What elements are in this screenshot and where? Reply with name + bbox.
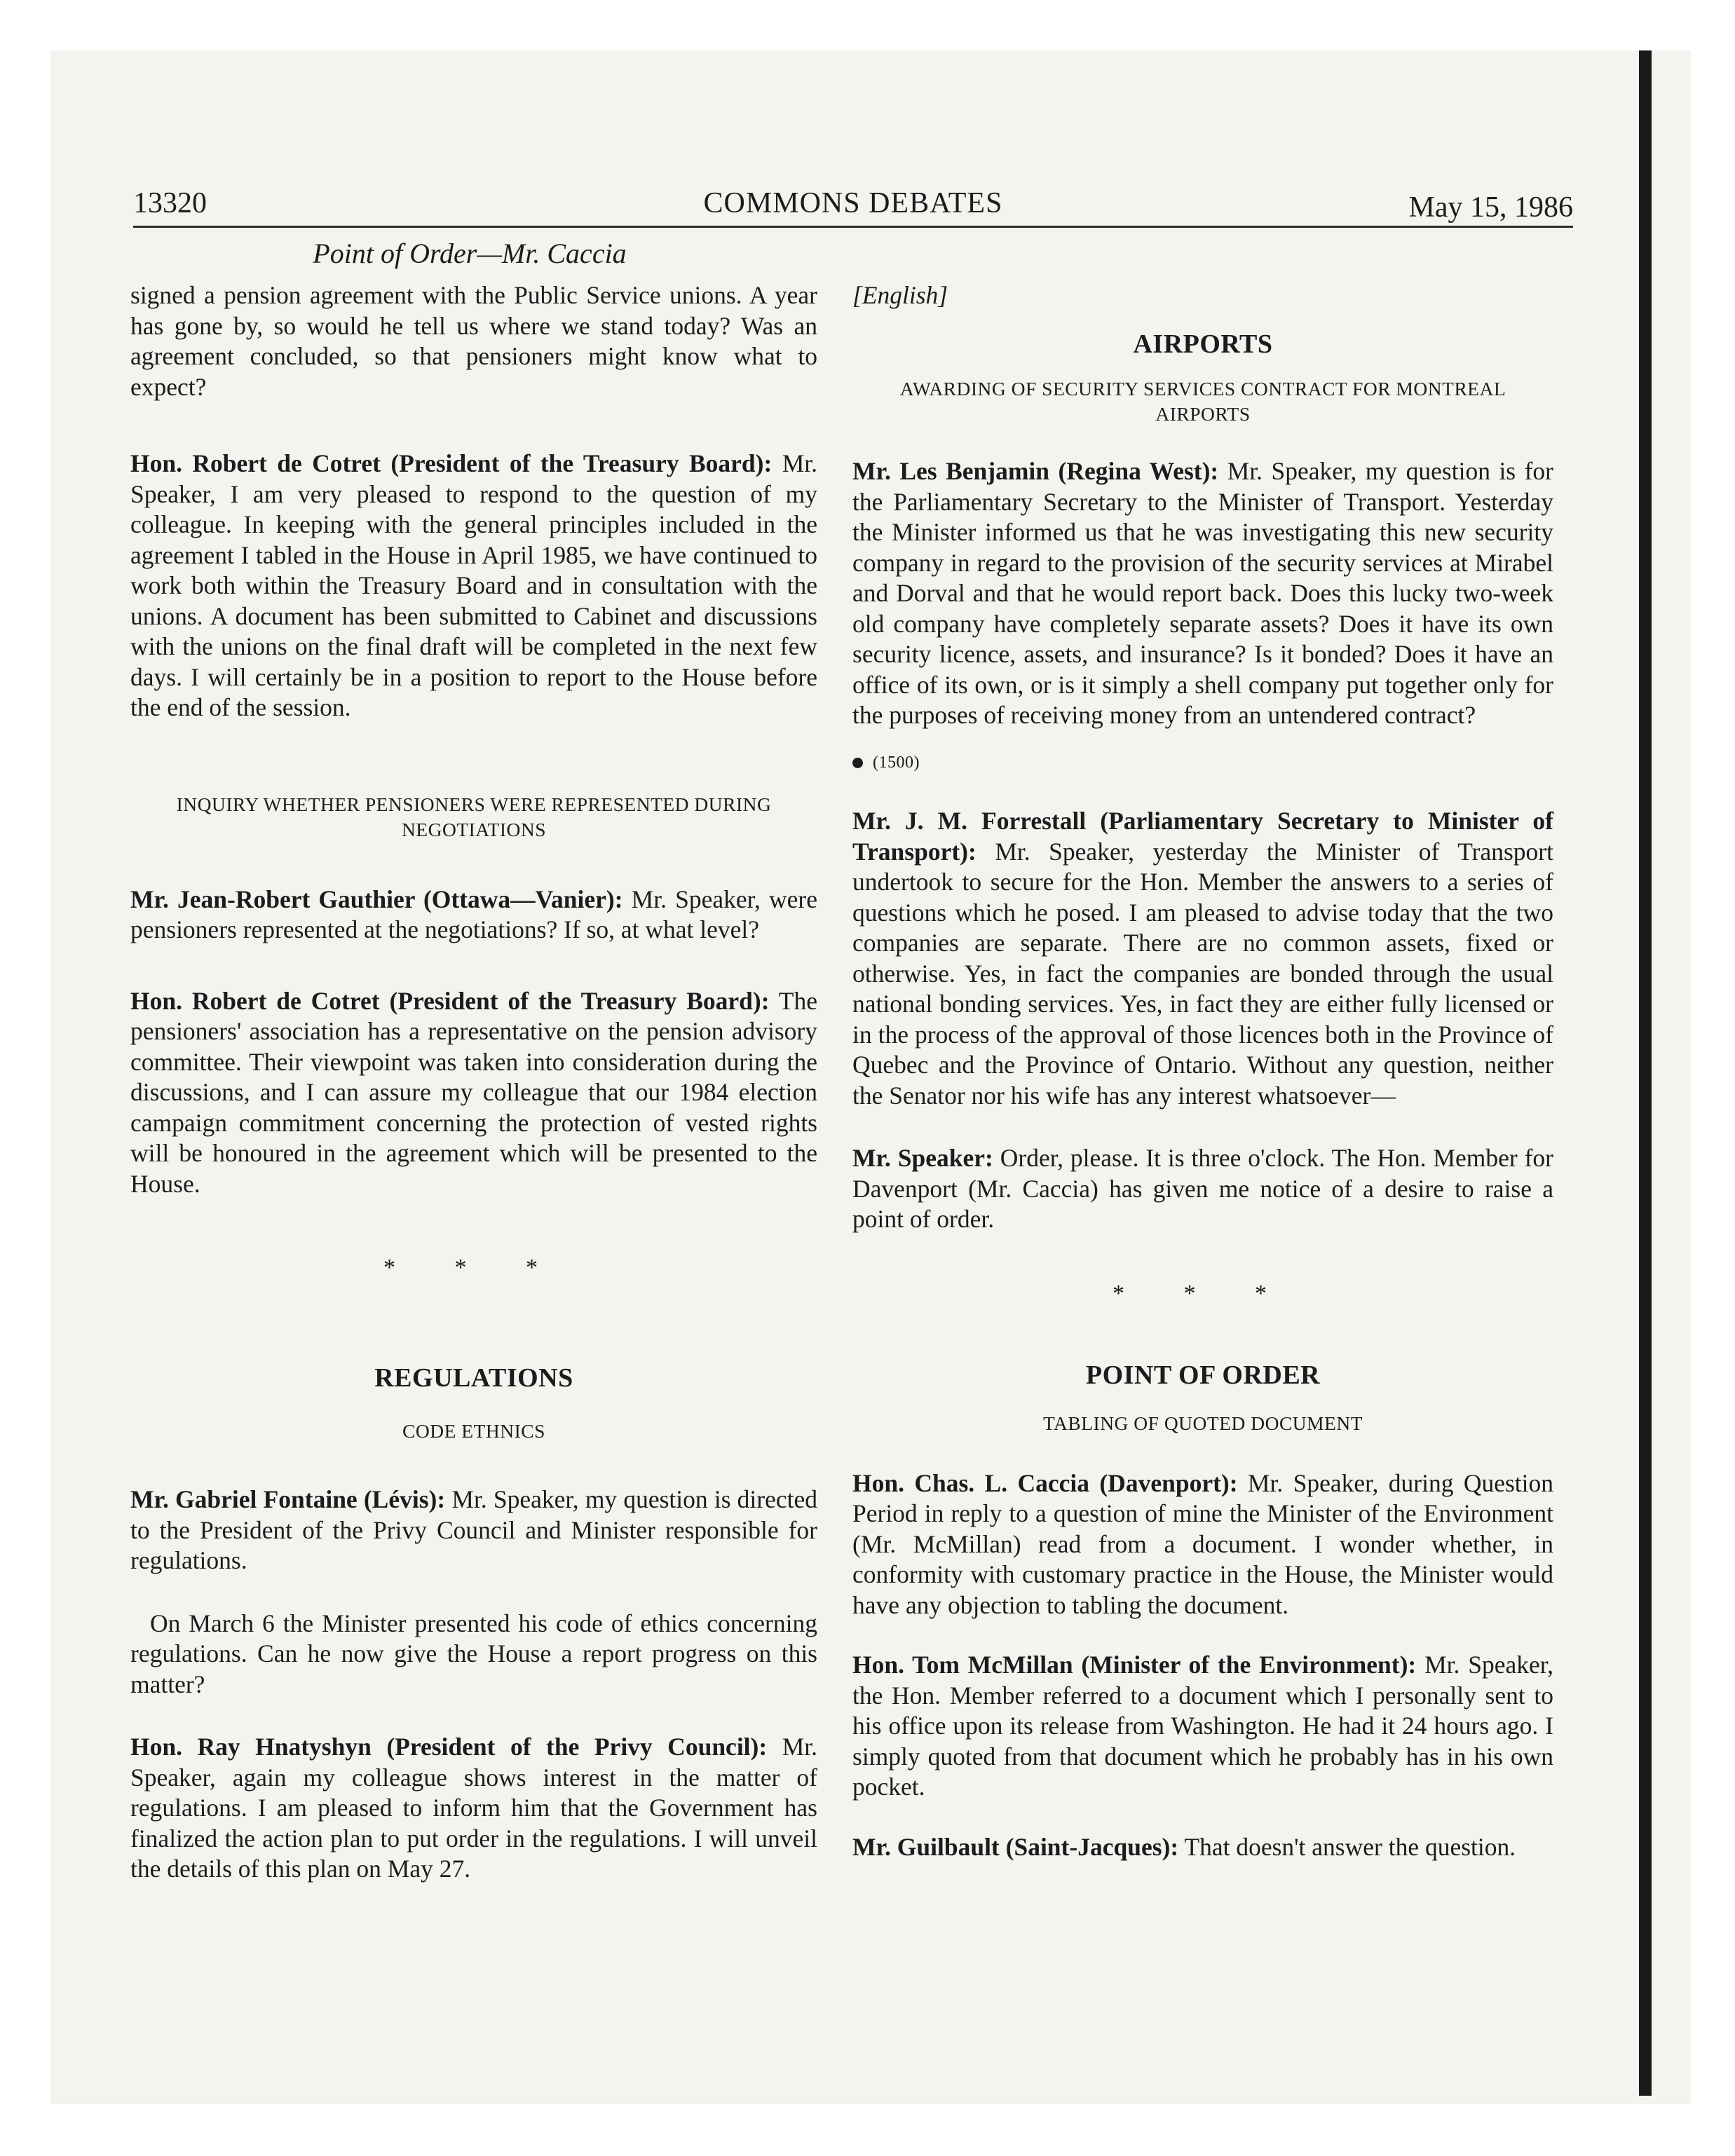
topic-heading: AWARDING OF SECURITY SERVICES CONTRACT FOR MONTREAL AIRPORTS	[899, 378, 1506, 425]
speech-paragraph	[130, 1732, 817, 1885]
time-marker-text: (1500)	[873, 753, 920, 772]
scan-edge-shadow	[1639, 50, 1652, 2096]
speech-paragraph	[852, 1143, 1553, 1235]
bullet-dot-icon	[852, 758, 863, 768]
speaker-name: Hon. Ray Hnatyshyn (President of the Privy Council):	[130, 1733, 768, 1761]
speaker-name: Mr. J. M. Forrestall (Parliamentary Secretary to Minister of Transport):	[852, 807, 1553, 866]
section-separator: * * *	[383, 1255, 564, 1281]
speech-paragraph	[852, 1650, 1553, 1803]
speech-text: Mr. Speaker, were pensioners represented at the negotiations? If so, at what level?	[130, 885, 817, 943]
section-title: POINT OF ORDER	[1085, 1360, 1321, 1390]
speech-text: Mr. Speaker, my question is directed to the President of the Privy Council and Minister responsible for regulations.	[130, 1485, 818, 1574]
speech-paragraph	[852, 456, 1553, 731]
speaker-name: Hon. Tom McMillan (Minister of the Environment):	[852, 1651, 1417, 1679]
language-note: [English]	[852, 281, 948, 309]
speech-text: Mr. Speaker, I am very pleased to respond to the question of my colleague. In keeping with the general principles included in the agreement I tabled in the House in April 1985, we have continued to work both within the Treasury Board and in consultation with the unions. A document has been submitted to Cabinet and discussions with the unions on the final draft will be completed in the next few days. I will certainly be in a position to report to the House before the end of the session.	[130, 449, 817, 721]
paragraph: On March 6 the Minister presented his code of ethics concerning regulations. Can he now give the House a report progress on this matter?	[130, 1609, 817, 1698]
speech-paragraph	[852, 806, 1553, 1111]
speech-text: Mr. Speaker, during Question Period in reply to a question of mine the Minister of the Environment (Mr. McMillan) read from a document. I wonder whether, in conformity with customary practice in the House, the Minister would have any objection to tabling the document.	[852, 1468, 1554, 1619]
speech-text: Mr. Speaker, again my colleague shows interest in the matter of regulations. I am pleased to inform him that the Government has finalized the action plan to put order in the regulations. I will unveil the details of this plan on May 27.	[130, 1733, 817, 1883]
speaker-name: Mr. Jean-Robert Gauthier (Ottawa—Vanier):	[130, 885, 623, 913]
section-separator: * * *	[1113, 1280, 1293, 1306]
page-number: 13320	[133, 187, 207, 219]
speech-text: Mr. Speaker, my question is for the Parliamentary Secretary to the Minister of Transport. Yesterday the Minister informed us that he was investigating this new security company in regard to the provision of the security services at Mirabel and Dorval and that he would report back. Does this lucky two-week old company have completely separate assets? Does it have its own security licence, assets, and insurance? Is it bonded? Does it have an office of its own, or is it simply a shell company put together only for the purposes of receiving money from an untendered contract?	[852, 457, 1553, 729]
speaker-name: Hon. Chas. L. Caccia (Davenport):	[852, 1468, 1238, 1497]
section-subheading: Point of Order—Mr. Caccia	[313, 238, 627, 269]
speaker-name: Hon. Robert de Cotret (President of the Treasury Board):	[130, 986, 770, 1015]
speaker-name: Mr. Gabriel Fontaine (Lévis):	[130, 1485, 446, 1513]
topic-heading: INQUIRY WHETHER PENSIONERS WERE REPRESENTED DURING NEGOTIATIONS	[176, 793, 772, 840]
speaker-name: Hon. Robert de Cotret (President of the Treasury Board):	[130, 449, 773, 477]
paragraph: signed a pension agreement with the Public Service unions. A year has gone by, so would he tell us where we stand today? Was an agreement concluded, so that pensioners might know what to expect?	[130, 281, 817, 401]
header-rule	[133, 226, 1573, 228]
speech-paragraph	[130, 885, 817, 946]
speech-paragraph	[852, 1468, 1553, 1621]
section-title: REGULATIONS	[374, 1363, 573, 1393]
speech-text: Order, please. It is three o'clock. The Hon. Member for Davenport (Mr. Caccia) has given me notice of a desire to raise a point of order.	[852, 1144, 1553, 1233]
speech-text: Mr. Speaker, yesterday the Minister of Transport undertook to secure for the Hon. Member the answers to a series of questions which he posed. I am pleased to advise today that the two companies are separate. There are no common assets, fixed or otherwise. Yes, in fact the companies are bonded through the usual national bonding services. Yes, in fact they are either fully licensed or in the process of the approval of those licences both in the Province of Quebec and the Province of Ontario. Without any question, neither the Senator nor his wife has any interest whatsoever—	[852, 837, 1553, 1110]
speech-paragraph	[130, 986, 817, 1200]
publication-title: COMMONS DEBATES	[703, 187, 1003, 219]
speech-paragraph	[852, 1832, 1553, 1863]
speaker-name: Mr. Guilbault (Saint-Jacques):	[852, 1832, 1179, 1861]
speech-paragraph	[130, 1485, 817, 1576]
right-column	[852, 280, 1553, 1862]
running-header	[133, 186, 1573, 228]
topic-heading: CODE ETHNICS	[402, 1420, 545, 1442]
left-column	[130, 280, 817, 1885]
speech-text: The pensioners' association has a representative on the pension advisory committee. Their viewpoint was taken into consideration during the discussions, and I can assure my colleague that our 1984 election campaign commitment concerning the protection of vested rights will be honoured in the agreement which will be presented to the House.	[130, 986, 817, 1198]
publication-date: May 15, 1986	[1408, 191, 1573, 224]
topic-heading: TABLING OF QUOTED DOCUMENT	[1042, 1412, 1363, 1434]
section-title: AIRPORTS	[1133, 329, 1273, 359]
speech-paragraph	[130, 449, 817, 723]
speech-text: That doesn't answer the question.	[1178, 1832, 1516, 1861]
speaker-name: Mr. Les Benjamin (Regina West):	[852, 457, 1219, 485]
speaker-name: Mr. Speaker:	[852, 1144, 993, 1172]
speech-text: Mr. Speaker, the Hon. Member referred to a document which I personally sent to his office upon its release from Washington. He had it 24 hours ago. I simply quoted from that document which he probably has in his own pocket.	[852, 1651, 1553, 1801]
time-marker	[852, 748, 1553, 779]
